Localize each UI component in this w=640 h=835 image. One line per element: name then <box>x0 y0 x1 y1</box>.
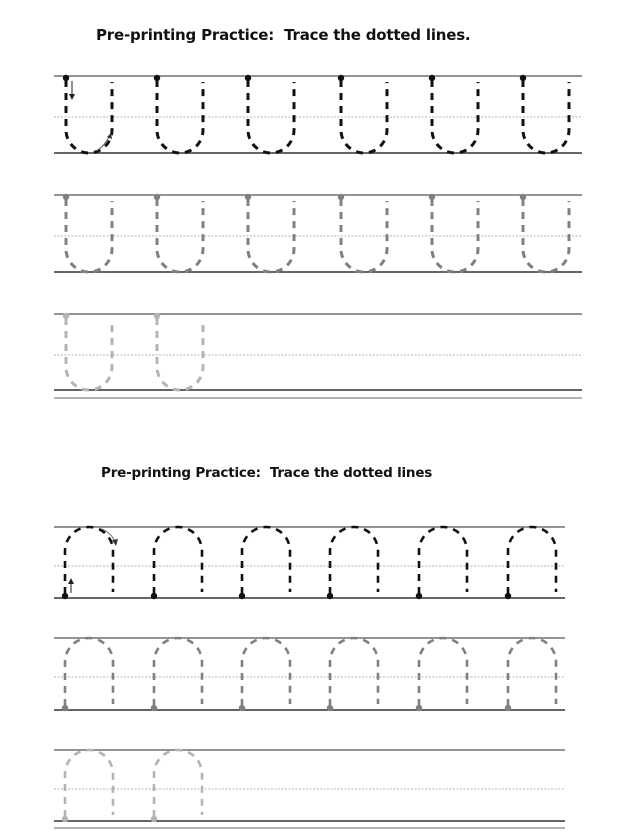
dotted-n-hump-trace <box>154 527 202 594</box>
dotted-u-curve-trace <box>523 199 569 272</box>
dotted-n-hump-trace <box>419 527 467 594</box>
curve-arrow-head-icon <box>112 539 118 546</box>
dotted-n-hump-trace <box>508 638 556 706</box>
dotted-n-hump-trace <box>154 638 202 706</box>
start-dot-icon <box>154 313 160 319</box>
start-dot-icon <box>239 705 245 711</box>
start-dot-icon <box>520 194 526 200</box>
dotted-u-curve-trace <box>432 80 478 153</box>
start-dot-icon <box>505 593 511 599</box>
worksheet-title-n-humps: Pre-printing Practice: Trace the dotted lines <box>101 465 433 481</box>
dotted-n-hump-trace <box>242 527 290 594</box>
section-u-curve <box>54 75 582 398</box>
dotted-u-curve-trace <box>341 80 387 153</box>
practice-row-medium-gray <box>54 194 582 272</box>
start-dot-icon <box>429 75 435 81</box>
up-arrow-head-icon <box>68 578 74 584</box>
dotted-u-curve-trace <box>66 80 112 153</box>
practice-row-medium-gray <box>54 638 565 711</box>
practice-row-black <box>54 75 582 153</box>
start-dot-icon <box>416 705 422 711</box>
dotted-u-curve-trace <box>523 80 569 153</box>
practice-row-black <box>54 527 565 599</box>
practice-row-light-gray <box>54 750 565 828</box>
dotted-u-curve-trace <box>248 199 294 272</box>
start-dot-icon <box>154 194 160 200</box>
start-dot-icon <box>245 75 251 81</box>
start-dot-icon <box>151 816 157 822</box>
start-dot-icon <box>338 75 344 81</box>
dotted-u-curve-trace <box>157 199 203 272</box>
dotted-u-curve-trace <box>432 199 478 272</box>
start-dot-icon <box>520 75 526 81</box>
start-dot-icon <box>245 194 251 200</box>
start-dot-icon <box>327 593 333 599</box>
dotted-u-curve-trace <box>66 199 112 272</box>
start-dot-icon <box>154 75 160 81</box>
dotted-u-curve-trace <box>66 318 112 390</box>
dotted-n-hump-trace <box>419 638 467 706</box>
dotted-n-hump-trace <box>154 750 202 817</box>
dotted-n-hump-trace <box>65 750 113 817</box>
start-dot-icon <box>63 313 69 319</box>
start-dot-icon <box>327 705 333 711</box>
dotted-u-curve-trace <box>248 80 294 153</box>
start-dot-icon <box>505 705 511 711</box>
dotted-n-hump-trace <box>508 527 556 594</box>
worksheet-title-u-curves: Pre-printing Practice: Trace the dotted lines. <box>96 26 471 44</box>
dotted-n-hump-trace <box>330 638 378 706</box>
start-dot-icon <box>239 593 245 599</box>
start-dot-icon <box>62 593 68 599</box>
dotted-u-curve-trace <box>157 80 203 153</box>
start-dot-icon <box>63 194 69 200</box>
down-arrow-head-icon <box>69 94 75 100</box>
dotted-n-hump-trace <box>65 638 113 706</box>
start-dot-icon <box>416 593 422 599</box>
dotted-n-hump-trace <box>242 638 290 706</box>
section-n-hump <box>54 527 565 828</box>
start-dot-icon <box>429 194 435 200</box>
start-dot-icon <box>151 705 157 711</box>
dotted-n-hump-trace <box>330 527 378 594</box>
practice-row-light-gray <box>54 313 582 398</box>
start-dot-icon <box>62 705 68 711</box>
start-dot-icon <box>151 593 157 599</box>
start-dot-icon <box>62 816 68 822</box>
dotted-u-curve-trace <box>157 318 203 390</box>
dotted-u-curve-trace <box>341 199 387 272</box>
start-dot-icon <box>338 194 344 200</box>
start-dot-icon <box>63 75 69 81</box>
